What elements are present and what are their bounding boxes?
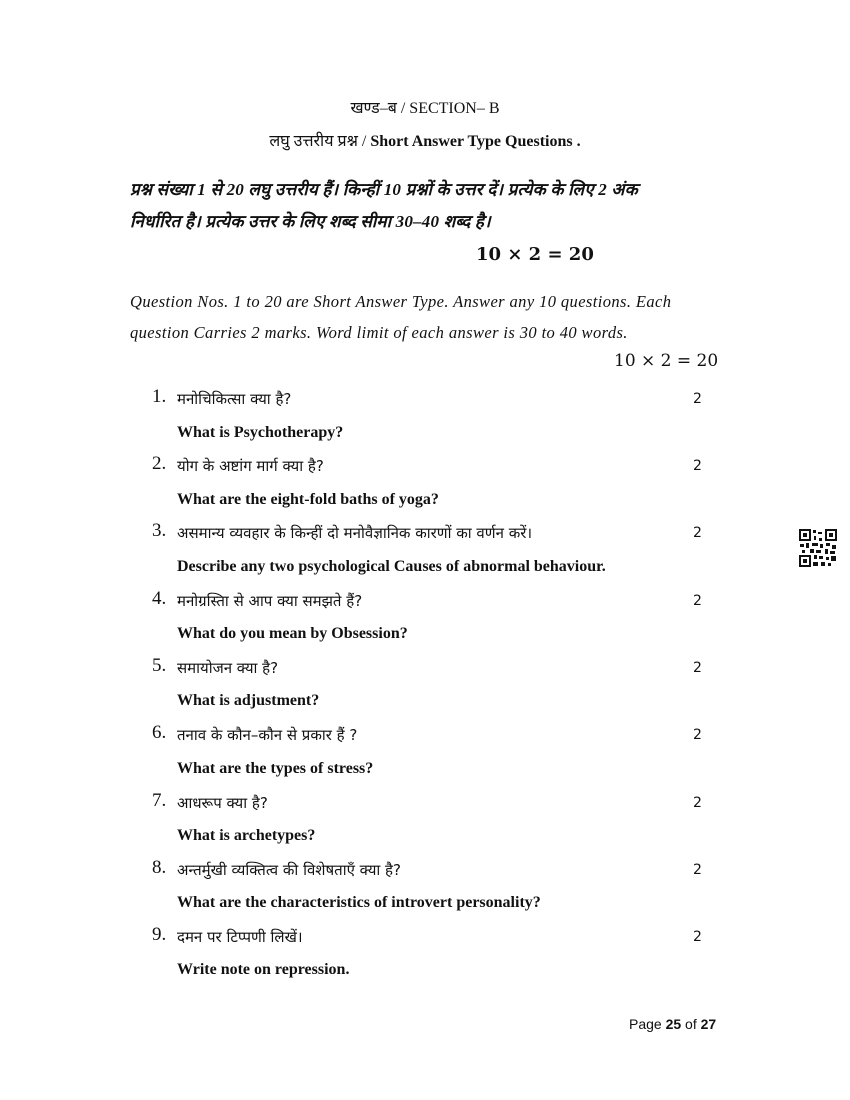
question-english: What are the characteristics of introvert personality?	[177, 894, 541, 911]
question-hindi: योग के अष्टांग मार्ग क्या है?	[177, 457, 324, 475]
question-marks: 2	[693, 727, 702, 743]
english-instructions	[130, 286, 722, 348]
question-english: What do you mean by Obsession?	[177, 625, 408, 642]
question-english: What is Psychotherapy?	[177, 424, 344, 441]
question-hindi: तनाव के कौन–कौन से प्रकार हैं ?	[177, 726, 358, 744]
question-hindi: दमन पर टिप्पणी लिखें।	[177, 928, 303, 946]
hindi-instruction-line-2: निर्धारित है। प्रत्येक उत्तर के लिए शब्द सीमा 30–40 शब्द है।	[130, 212, 491, 231]
question-number: 4.	[152, 588, 167, 609]
english-marks-formula: 10 × 2 = 20	[614, 351, 719, 371]
page-label: Page	[629, 1016, 666, 1032]
question-marks: 2	[693, 458, 702, 474]
question-marks: 2	[693, 593, 702, 609]
question-number: 1.	[152, 386, 167, 407]
question-english: What is adjustment?	[177, 692, 320, 709]
question-number: 3.	[152, 520, 167, 541]
question-number: 7.	[152, 790, 167, 811]
subtitle-english: Short Answer Type Questions .	[370, 133, 581, 150]
question-number: 2.	[152, 453, 167, 474]
question-number: 5.	[152, 655, 167, 676]
question-marks: 2	[693, 795, 702, 811]
hindi-instruction-line-1: प्रश्न संख्या 1 से 20 लघु उत्तरीय हैं। किन्हीं 10 प्रश्नों के उत्तर दें। प्रत्येक के लिए 2 अंक	[130, 180, 638, 199]
question-number: 6.	[152, 722, 167, 743]
qr-code-icon	[798, 528, 838, 568]
section-title: खण्ड–ब / SECTION– B	[350, 100, 500, 117]
page-current: 25	[665, 1016, 682, 1032]
page-number	[629, 1016, 716, 1032]
question-hindi: समायोजन क्या है?	[177, 659, 279, 677]
question-hindi: मनोचिकित्सा क्या है?	[177, 390, 292, 408]
page-of: of	[681, 1016, 701, 1032]
question-marks: 2	[693, 929, 702, 945]
question-marks: 2	[693, 862, 702, 878]
question-number: 9.	[152, 924, 167, 945]
question-hindi: आधरूप क्या है?	[177, 794, 268, 812]
question-marks: 2	[693, 525, 702, 541]
question-english: Write note on repression.	[177, 961, 350, 978]
question-english: What is archetypes?	[177, 827, 316, 844]
question-english: What are the types of stress?	[177, 760, 374, 777]
question-marks: 2	[693, 660, 702, 676]
hindi-marks-formula: 10 × 2 = 20	[476, 244, 594, 265]
question-english: Describe any two psychological Causes of abnormal behaviour.	[177, 558, 606, 575]
section-subtitle	[0, 129, 850, 151]
question-hindi: असमान्य व्यवहार के किन्हीं दो मनोवैज्ञानिक कारणों का वर्णन करें।	[177, 524, 533, 542]
question-english: What are the eight-fold baths of yoga?	[177, 491, 439, 508]
question-marks: 2	[693, 391, 702, 407]
english-instruction-line-2: question Carries 2 marks. Word limit of each answer is 30 to 40 words.	[130, 323, 628, 342]
question-hindi: अन्तर्मुखी व्यक्तित्व की विशेषताएँ क्या है?	[177, 861, 401, 879]
question-hindi: मनोग्रस्तिा से आप क्या समझते हैं?	[177, 592, 363, 610]
english-instruction-line-1: Question Nos. 1 to 20 are Short Answer Type. Answer any 10 questions. Each	[130, 292, 672, 311]
page-total: 27	[700, 1016, 717, 1032]
hindi-instructions	[130, 174, 720, 238]
question-number: 8.	[152, 857, 167, 878]
subtitle-hindi: लघु उत्तरीय प्रश्न /	[269, 133, 371, 150]
